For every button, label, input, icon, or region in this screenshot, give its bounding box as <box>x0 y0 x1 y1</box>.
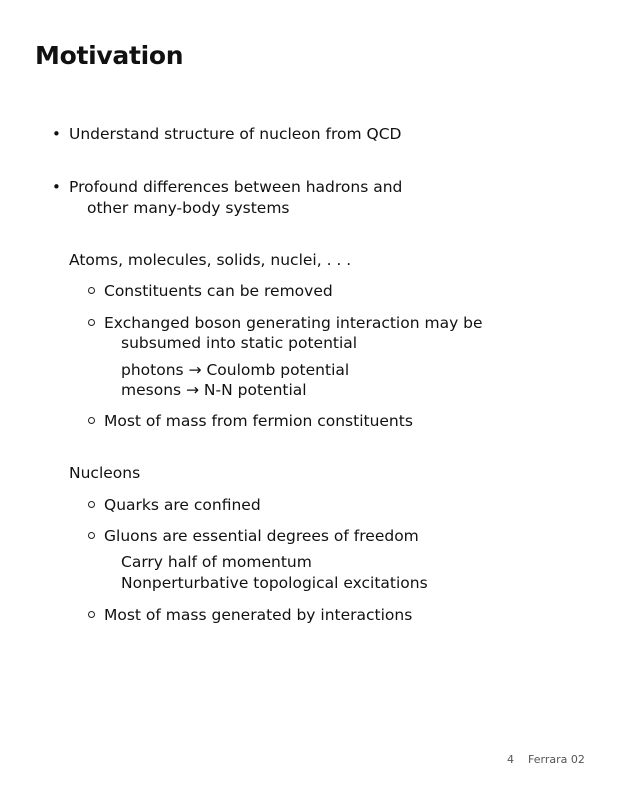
nucleons-item-2-sub-1: Carry half of momentum <box>121 553 312 571</box>
circle-bullet <box>88 287 95 294</box>
bullet-dot: • <box>52 178 61 196</box>
slide-title: Motivation <box>35 41 184 70</box>
circle-bullet <box>88 611 95 618</box>
nucleons-item-3: Most of mass generated by interactions <box>104 606 413 624</box>
atoms-item-2-line-2: subsumed into static potential <box>121 334 358 352</box>
atoms-item-2-sub-1: photons → Coulomb potential <box>121 361 350 379</box>
circle-bullet <box>88 319 95 326</box>
bullet-2-line-1: Profound differences between hadrons and <box>69 178 403 196</box>
footer-venue: Ferrara 02 <box>528 753 585 766</box>
nucleons-heading: Nucleons <box>69 464 141 482</box>
nucleons-item-2-sub-2: Nonperturbative topological excitations <box>121 574 428 592</box>
atoms-item-3: Most of mass from fermion constituents <box>104 412 413 430</box>
nucleons-item-2: Gluons are essential degrees of freedom <box>104 527 419 545</box>
page-number: 4 <box>507 753 514 766</box>
circle-bullet <box>88 501 95 508</box>
bullet-1-text: Understand structure of nucleon from QCD <box>69 125 402 143</box>
bullet-dot: • <box>52 125 61 143</box>
bullet-2-line-2: other many-body systems <box>87 199 290 217</box>
atoms-heading: Atoms, molecules, solids, nuclei, . . . <box>69 251 352 269</box>
nucleons-item-1: Quarks are confined <box>104 496 261 514</box>
atoms-item-2-sub-2: mesons → N-N potential <box>121 381 307 399</box>
atoms-item-1: Constituents can be removed <box>104 282 333 300</box>
circle-bullet <box>88 532 95 539</box>
atoms-item-2-line-1: Exchanged boson generating interaction may be <box>104 314 483 332</box>
circle-bullet <box>88 417 95 424</box>
